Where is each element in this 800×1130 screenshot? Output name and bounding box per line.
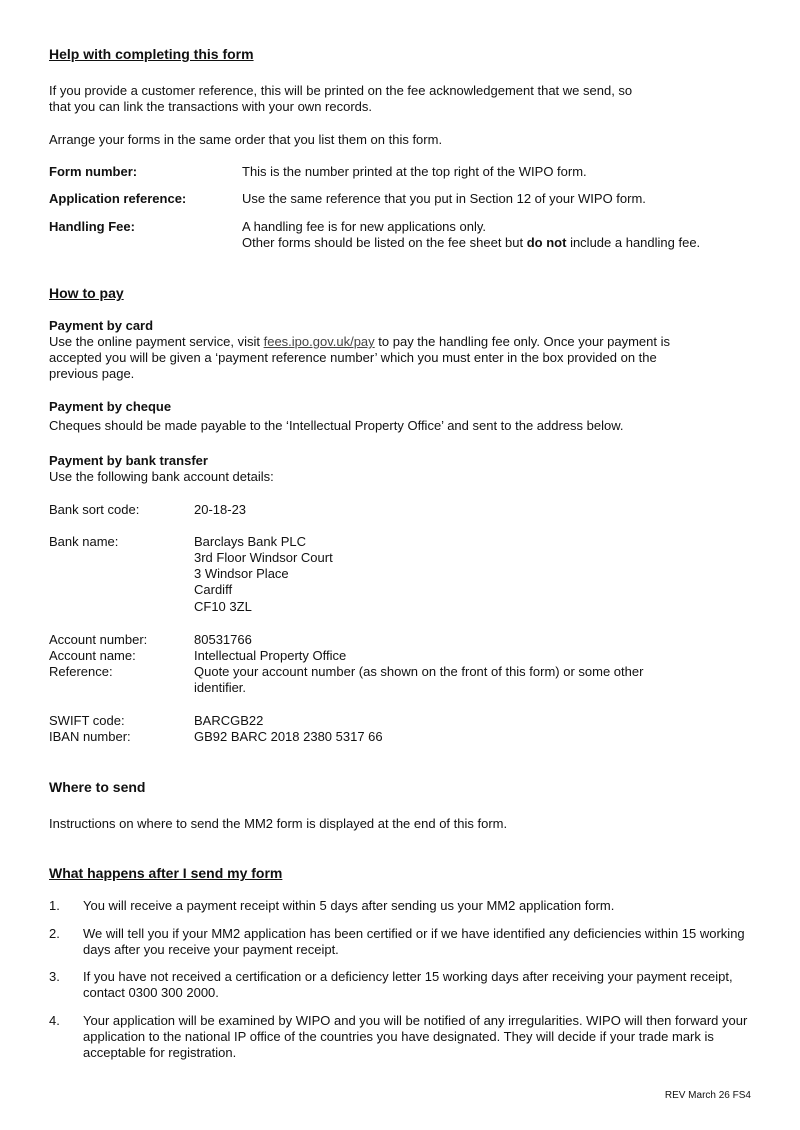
account-number-label: Account number: [49, 632, 148, 647]
swift-code-value: BARCGB22 [194, 713, 264, 728]
what-happens-heading: What happens after I send my form [49, 865, 283, 881]
sort-code-label: Bank sort code: [49, 502, 140, 517]
list-item-number: 2. [49, 926, 60, 941]
revision-footer: REV March 26 FS4 [664, 1090, 751, 1101]
list-item-number: 1. [49, 898, 60, 913]
payment-bank-intro: Use the following bank account details: [49, 469, 274, 484]
payment-card-line2: accepted you will be given a ‘payment reference number’ which you must enter in the box provided on the [49, 350, 657, 365]
list-item: We will tell you if your MM2 application has been certified or if we have identified any deficiencies within 15 working days after you receive your payment receipt. [83, 926, 745, 957]
list-item-number: 3. [49, 969, 60, 984]
application-reference-text: Use the same reference that you put in Section 12 of your WIPO form. [242, 191, 646, 206]
bank-address-line: CF10 3ZL [194, 599, 252, 614]
how-to-pay-heading: How to pay [49, 285, 124, 301]
account-name-value: Intellectual Property Office [194, 648, 347, 663]
help-para1-line1: If you provide a customer reference, this will be printed on the fee acknowledgement that we send, so [49, 83, 633, 98]
payment-card-line3: previous page. [49, 366, 135, 381]
bank-address-line: Cardiff [194, 582, 233, 597]
bank-name-label: Bank name: [49, 534, 119, 549]
list-item: If you have not received a certification or a deficiency letter 15 working days after receiving your payment receipt, contact 0300 300 2000. [83, 969, 733, 1000]
help-para2: Arrange your forms in the same order that you list them on this form. [49, 132, 443, 147]
document-page [49, 0, 769, 1130]
handling-fee-line2-start: Other forms should be listed on the fee sheet but [242, 235, 527, 250]
list-item: Your application will be examined by WIPO and you will be notified of any irregularities. WIPO will then forward your application to the national IP office of the countries you have designated. They will decide if your trade mark is acceptable for registration. [83, 1013, 748, 1060]
iban-value: GB92 BARC 2018 2380 5317 66 [194, 729, 383, 744]
form-number-label: Form number: [49, 164, 138, 179]
payment-card-title: Payment by card [49, 318, 154, 333]
payment-card-line1-end: to pay the handling fee only. Once your payment is [374, 334, 670, 349]
bank-address-line: 3 Windsor Place [194, 566, 289, 581]
fees-payment-link[interactable]: fees.ipo.gov.uk/pay [263, 334, 375, 349]
list-item-number: 4. [49, 1013, 60, 1028]
account-name-label: Account name: [49, 648, 136, 663]
help-para1-line2: that you can link the transactions with your own records. [49, 99, 372, 114]
handling-fee-emphasis: do not [526, 235, 567, 250]
handling-fee-line2-end: include a handling fee. [566, 235, 701, 250]
iban-label: IBAN number: [49, 729, 131, 744]
payment-card-line1-start: Use the online payment service, visit [49, 334, 264, 349]
bank-address-line: Barclays Bank PLC [194, 534, 306, 549]
application-reference-label: Application reference: [49, 191, 187, 206]
payment-cheque-title: Payment by cheque [49, 399, 172, 414]
reference-line2: identifier. [194, 680, 247, 695]
bank-address-line: 3rd Floor Windsor Court [194, 550, 333, 565]
payment-card-line1 [49, 334, 670, 350]
handling-fee-text: A handling fee is for new applications only. [242, 219, 487, 234]
list-item: You will receive a payment receipt within 5 days after sending us your MM2 application form. [83, 898, 615, 913]
swift-code-label: SWIFT code: [49, 713, 125, 728]
reference-label: Reference: [49, 664, 113, 679]
sort-code-value: 20-18-23 [194, 502, 247, 517]
reference-line1: Quote your account number (as shown on the front of this form) or some other [194, 664, 644, 679]
where-to-send-text: Instructions on where to send the MM2 form is displayed at the end of this form. [49, 816, 508, 831]
payment-bank-title: Payment by bank transfer [49, 453, 208, 468]
account-number-value: 80531766 [194, 632, 252, 647]
payment-cheque-text: Cheques should be made payable to the ‘Intellectual Property Office’ and sent to the address below. [49, 418, 624, 433]
where-to-send-heading: Where to send [49, 779, 146, 795]
form-number-text: This is the number printed at the top right of the WIPO form. [242, 164, 587, 179]
handling-fee-label: Handling Fee: [49, 219, 135, 234]
handling-fee-line2 [242, 235, 700, 251]
help-heading: Help with completing this form [49, 46, 254, 62]
